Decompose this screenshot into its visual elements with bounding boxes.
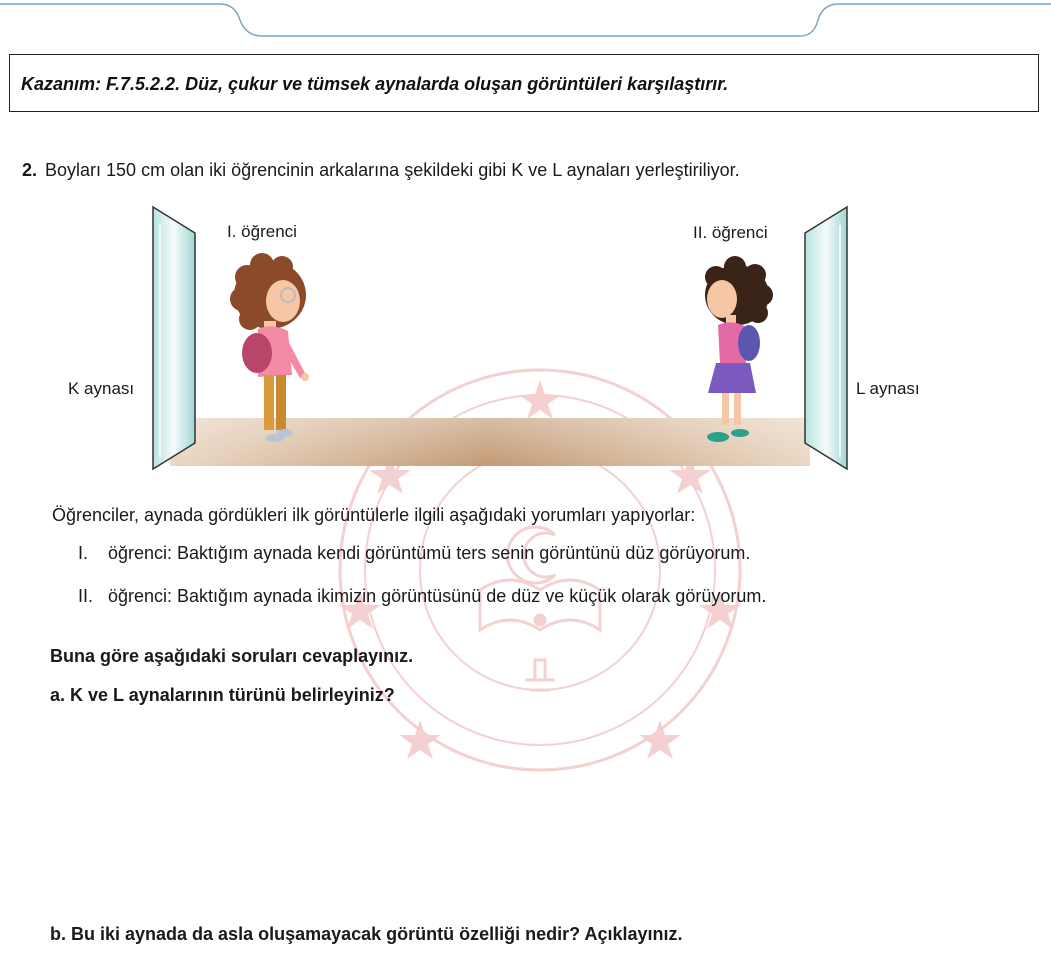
sub-question-a: a. K ve L aynalarının türünü belirleyiniz? — [50, 685, 395, 705]
header-tab-decoration — [0, 0, 1051, 40]
comment-2-roman: II. — [78, 586, 94, 606]
learning-outcome-box — [9, 54, 1039, 112]
student-2-label: II. öğrenci — [693, 223, 768, 242]
sub-question-b: b. Bu iki aynada da asla oluşamayacak görüntü özelliği nedir? Açıklayınız. — [50, 924, 683, 944]
mirror-l-label: L aynası — [856, 379, 920, 398]
student-1-figure — [230, 253, 309, 442]
student-2-figure — [705, 256, 773, 442]
mirror-scene-illustration — [0, 195, 1051, 485]
comment-1 — [78, 543, 750, 564]
question-number: 2. — [22, 160, 38, 180]
question-text: Boyları 150 cm olan iki öğrencinin arkalarına şekildeki gibi K ve L aynaları yerleştiriliyor. — [45, 160, 740, 180]
mirror-k — [153, 207, 195, 469]
learning-outcome-text: Kazanım: F.7.5.2.2. Düz, çukur ve tümsek aynalarda oluşan görüntüleri karşılaştırır. — [21, 74, 729, 94]
comment-2 — [78, 586, 766, 607]
student-1-label: I. öğrenci — [227, 222, 297, 241]
comment-2-text: öğrenci: Baktığım aynada ikimizin görüntüsünü de düz ve küçük olarak görüyorum. — [108, 586, 767, 606]
mirror-l — [805, 207, 847, 469]
comment-1-roman: I. — [78, 543, 89, 563]
mirror-figure — [0, 195, 1051, 485]
intro-text: Öğrenciler, aynada gördükleri ilk görüntülerle ilgili aşağıdaki yorumları yapıyorlar: — [52, 505, 696, 525]
comment-1-text: öğrenci: Baktığım aynada kendi görüntümü ters senin görüntünü düz görüyorum. — [108, 543, 751, 563]
mirror-k-label: K aynası — [68, 379, 135, 398]
instruction-text: Buna göre aşağıdaki soruları cevaplayınız. — [50, 646, 414, 666]
question-2 — [22, 160, 740, 181]
